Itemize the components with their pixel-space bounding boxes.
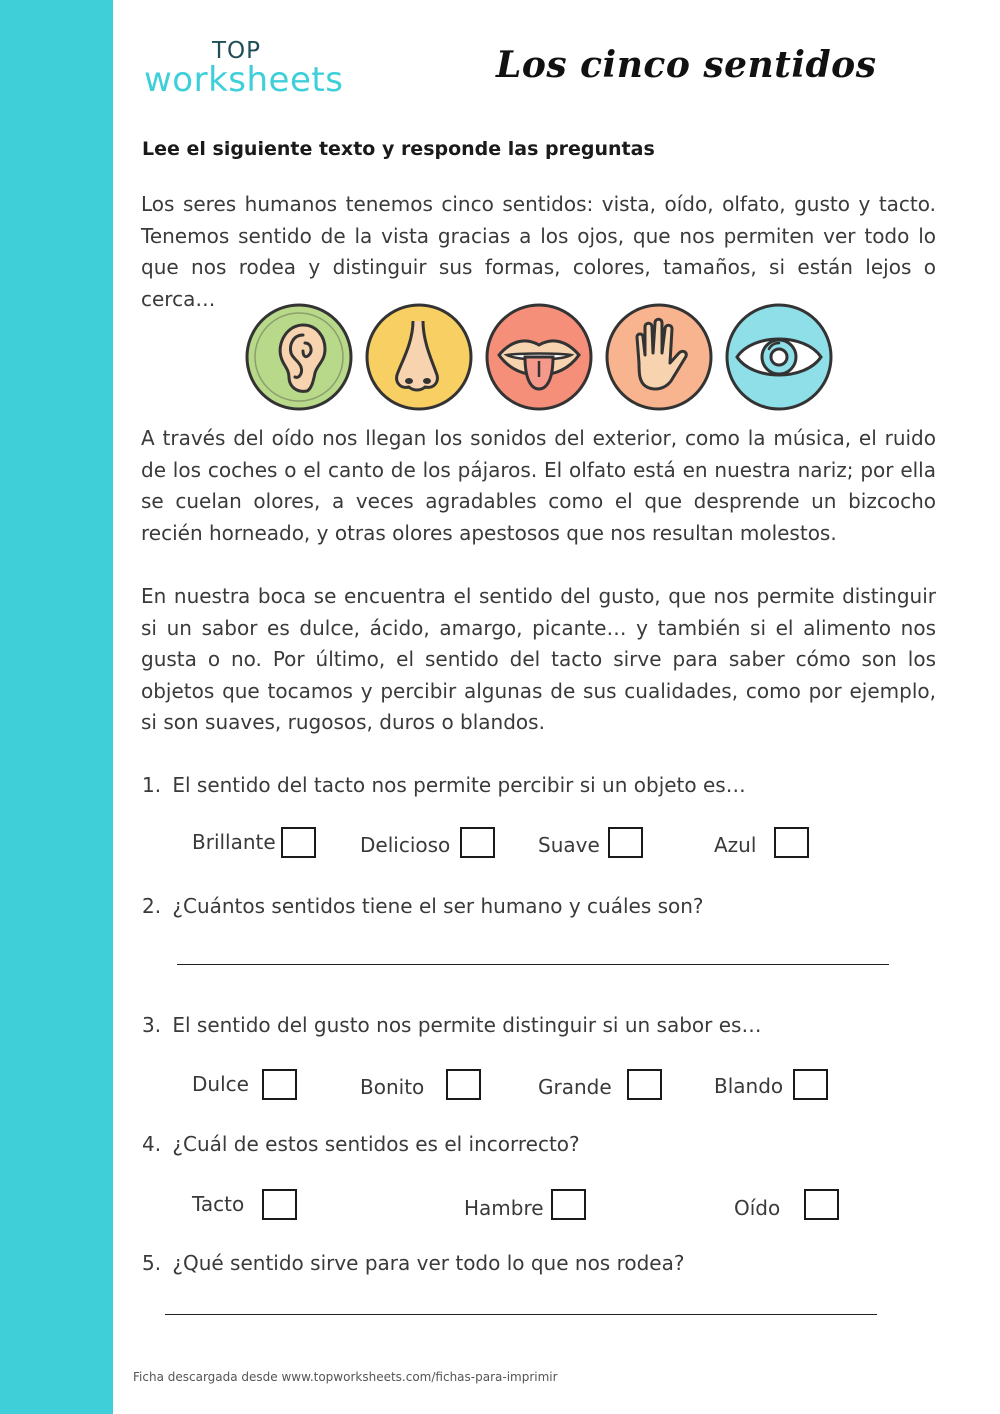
checkbox[interactable]	[551, 1189, 586, 1220]
option-label: Blando	[714, 1074, 784, 1098]
hand-icon	[605, 303, 713, 411]
option-label: Azul	[714, 833, 757, 857]
question-number: 3.	[142, 1013, 162, 1037]
checkbox[interactable]	[446, 1069, 481, 1100]
checkbox[interactable]	[460, 827, 495, 858]
answer-line[interactable]	[165, 1314, 877, 1315]
paragraph-1: Los seres humanos tenemos cinco sentidos: vista, oído, olfato, gusto y tacto. Tenemos sentido de la vista gracias a los ojos, que nos permiten ver todo lo que nos rodea y distinguir sus formas, colores, tamaños, si están lejos o cerca…	[141, 192, 936, 311]
question-text: El sentido del tacto nos permite percibir si un objeto es…	[172, 773, 746, 797]
checkbox[interactable]	[793, 1069, 828, 1100]
page-title: Los cinco sentidos	[496, 44, 877, 86]
option-label: Oído	[734, 1196, 781, 1220]
question-text: ¿Cuántos sentidos tiene el ser humano y cuáles son?	[172, 894, 704, 918]
answer-line[interactable]	[177, 964, 889, 965]
checkbox[interactable]	[281, 827, 316, 858]
checkbox[interactable]	[608, 827, 643, 858]
checkbox[interactable]	[627, 1069, 662, 1100]
checkbox[interactable]	[262, 1069, 297, 1100]
checkbox[interactable]	[262, 1189, 297, 1220]
question-text: El sentido del gusto nos permite distinguir si un sabor es…	[172, 1013, 762, 1037]
checkbox[interactable]	[774, 827, 809, 858]
sidebar-accent-bar	[0, 0, 113, 1414]
logo-top-text: TOP	[212, 38, 262, 64]
eye-icon	[725, 303, 833, 411]
question-number: 2.	[142, 894, 162, 918]
footer-source: Ficha descargada desde www.topworksheets.com/fichas-para-imprimir	[133, 1370, 558, 1384]
question-4	[142, 1132, 580, 1156]
option-label: Hambre	[464, 1196, 544, 1220]
mouth-icon	[485, 303, 593, 411]
question-text: ¿Cuál de estos sentidos es el incorrecto?	[172, 1132, 580, 1156]
option-label: Tacto	[192, 1192, 245, 1216]
paragraph-2: A través del oído nos llegan los sonidos del exterior, como la música, el ruido de los coches o el canto de los pájaros. El olfato está en nuestra nariz; por ella se cuelan olores, a veces agradables como el que desprende un bizcocho recién horneado, y otras olores apestosos que nos resultan molestos.	[141, 426, 936, 545]
instruction-heading: Lee el siguiente texto y responde las preguntas	[142, 138, 655, 160]
option-label: Brillante	[192, 830, 276, 854]
option-label: Grande	[538, 1075, 612, 1099]
question-number: 1.	[142, 773, 162, 797]
question-2	[142, 894, 704, 918]
question-text: ¿Qué sentido sirve para ver todo lo que nos rodea?	[172, 1251, 685, 1275]
question-5	[142, 1251, 684, 1275]
question-3	[142, 1013, 761, 1037]
logo-word-text: worksheets	[144, 60, 344, 100]
question-1	[142, 773, 746, 797]
option-label: Suave	[538, 833, 600, 857]
question-number: 5.	[142, 1251, 162, 1275]
option-label: Bonito	[360, 1075, 425, 1099]
senses-icons	[245, 303, 835, 411]
nose-icon	[365, 303, 473, 411]
option-label: Dulce	[192, 1072, 249, 1096]
paragraph-3: En nuestra boca se encuentra el sentido del gusto, que nos permite distinguir si un sabor es dulce, ácido, amargo, picante… y también si el alimento nos gusta o no. Por último, el sentido del tacto sirve para saber cómo son los objetos que tocamos y percibir algunas de sus cualidades, como por ejemplo, si son suaves, rugosos, duros o blandos.	[141, 584, 936, 734]
question-number: 4.	[142, 1132, 162, 1156]
ear-icon	[245, 303, 353, 411]
option-label: Delicioso	[360, 833, 451, 857]
checkbox[interactable]	[804, 1189, 839, 1220]
